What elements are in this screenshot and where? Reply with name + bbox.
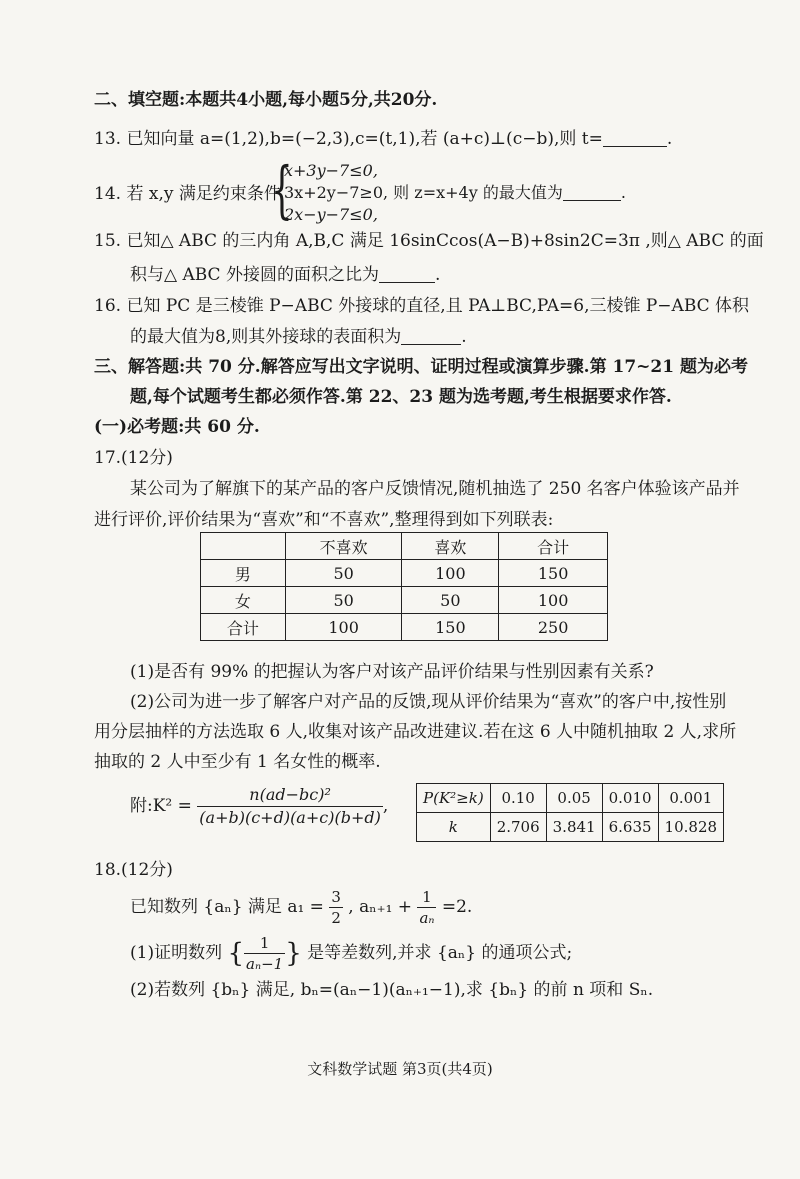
q14-end: . xyxy=(620,183,626,202)
q17-intro2: 进行评价,评价结果为“喜欢”和“不喜欢”,整理得到如下列联表: xyxy=(94,510,554,530)
q14-number: 14. xyxy=(94,184,122,204)
table-cell: 50 xyxy=(402,587,499,614)
table-cell: 0.05 xyxy=(546,784,602,813)
a1-numerator: 3 xyxy=(331,888,341,906)
table-cell: P(K²≥k) xyxy=(417,784,491,813)
table-cell: k xyxy=(417,813,491,842)
q15-end: . xyxy=(434,265,441,285)
q18-given-mid: , aₙ₊₁ + xyxy=(348,897,413,917)
q14-ineq1: x+3y−7≤0, xyxy=(284,161,378,180)
a1-fraction xyxy=(329,887,343,928)
table-row xyxy=(201,614,608,641)
table-header-cell: 合计 xyxy=(499,533,608,560)
q13-answer-blank xyxy=(603,128,667,147)
table-cell: 100 xyxy=(499,587,608,614)
recip-denominator: aₙ xyxy=(419,909,435,927)
q18-part1 xyxy=(130,933,572,974)
q17-intro1: 某公司为了解旗下的某产品的客户反馈情况,随机抽选了 250 名客户体验该产品并 xyxy=(130,479,740,499)
table-cell: 0.10 xyxy=(490,784,546,813)
table-cell: 6.635 xyxy=(602,813,658,842)
sequence-fraction xyxy=(244,933,285,974)
q13-text: 已知向量 a=(1,2),b=(−2,3),c=(t,1),若 (a+c)⊥(c−b),则 t= xyxy=(126,129,603,149)
q18-given-pre: 已知数列 {aₙ} 满足 a₁ = xyxy=(130,897,324,917)
formula-fraction xyxy=(197,784,383,829)
section2-heading: 二、填空题:本题共4小题,每小题5分,共20分. xyxy=(94,90,438,110)
q18-part2: (2)若数列 {bₙ} 满足, bₙ=(aₙ−1)(aₙ₊₁−1),求 {bₙ} 的前 n 项和 Sₙ. xyxy=(130,980,654,1000)
table-row xyxy=(201,560,608,587)
table-cell: 150 xyxy=(402,614,499,641)
q14-lead xyxy=(94,182,281,206)
table-cell: 100 xyxy=(285,614,402,641)
table-cell: 0.010 xyxy=(602,784,658,813)
q16-end: . xyxy=(461,327,467,347)
section3-line1: 三、解答题:共 70 分.解答应写出文字说明、证明过程或演算步骤.第 17~21 题为必考 xyxy=(94,357,749,377)
q14-ineq2-text: 3x+2y−7≥0, 则 z=x+4y 的最大值为 xyxy=(284,183,563,202)
q16-text1: 已知 PC 是三棱锥 P−ABC 外接球的直径,且 PA⊥BC,PA=6,三棱锥 P−ABC 体积 xyxy=(126,296,750,316)
q14-pre: 若 x,y 满足约束条件 xyxy=(126,184,281,204)
sequence-denominator: aₙ−1 xyxy=(246,955,284,973)
table-cell: 0.001 xyxy=(658,784,724,813)
table-cell: 3.841 xyxy=(546,813,602,842)
q15-text1: 已知△ ABC 的三内角 A,B,C 满足 16sinCcos(A−B)+8sin2C=3π ,则△ ABC 的面 xyxy=(126,231,764,251)
formula-label: 附:K² = xyxy=(130,796,192,816)
table-cell: 250 xyxy=(499,614,608,641)
q16-line2 xyxy=(130,325,467,349)
recip-numerator: 1 xyxy=(422,888,432,906)
table-cell: 男 xyxy=(201,560,286,587)
right-brace: } xyxy=(285,938,302,969)
q16-number: 16. xyxy=(94,296,122,316)
formula-numerator: n(ad−bc)² xyxy=(249,785,331,804)
q14-ineq3: 2x−y−7≤0, xyxy=(284,205,378,224)
formula-end: , xyxy=(382,796,389,816)
q15-number: 15. xyxy=(94,231,122,251)
q16-answer-blank xyxy=(401,326,461,345)
q13-number: 13. xyxy=(94,129,122,149)
q17-number: 17.(12分) xyxy=(94,448,173,468)
formula-denominator: (a+b)(c+d)(a+c)(b+d) xyxy=(199,808,381,827)
q18-part1-pre: (1)证明数列 xyxy=(130,943,223,963)
table-header-row xyxy=(201,533,608,560)
q16-text2: 的最大值为8,则其外接球的表面积为 xyxy=(130,327,402,347)
q15-text2: 积与△ ABC 外接圆的面积之比为 xyxy=(130,265,379,285)
table-cell: 2.706 xyxy=(490,813,546,842)
left-brace: { xyxy=(227,938,245,969)
q18-part1-post: 是等差数列,并求 {aₙ} 的通项公式; xyxy=(307,943,573,963)
a1-denominator: 2 xyxy=(331,909,341,927)
critical-value-table xyxy=(416,783,724,842)
table-cell: 100 xyxy=(402,560,499,587)
table-cell: 50 xyxy=(285,560,402,587)
q13-end: . xyxy=(666,129,673,149)
recip-fraction xyxy=(417,887,436,928)
q15-answer-blank xyxy=(379,264,435,283)
table-row xyxy=(201,587,608,614)
section3-sub: (一)必考题:共 60 分. xyxy=(94,417,260,437)
q15-line2 xyxy=(130,263,440,287)
q18-given xyxy=(130,887,472,928)
q14-ineq2 xyxy=(284,182,626,204)
system-brace: { xyxy=(271,153,293,226)
q14 xyxy=(94,153,654,226)
section3-line2: 题,每个试题考生都必须作答.第 22、23 题为选考题,考生根据要求作答. xyxy=(130,387,672,407)
table-cell: 150 xyxy=(499,560,608,587)
table-header-cell: 不喜欢 xyxy=(285,533,402,560)
q14-answer-blank xyxy=(563,182,621,201)
q18-given-end: =2. xyxy=(441,897,473,917)
q17-part2-line3: 抽取的 2 人中至少有 1 名女性的概率. xyxy=(94,752,381,772)
q17-part2-line2: 用分层抽样的方法选取 6 人,收集对该产品改进建议.若在这 6 人中随机抽取 2 人,求所 xyxy=(94,722,737,742)
table-cell: 50 xyxy=(285,587,402,614)
table-row xyxy=(417,813,724,842)
sequence-numerator: 1 xyxy=(259,934,270,952)
table-cell: 合计 xyxy=(201,614,286,641)
table-cell: 女 xyxy=(201,587,286,614)
q13 xyxy=(94,127,672,151)
q16-line1 xyxy=(94,294,749,318)
q17-part2-line1: (2)公司为进一步了解客户对产品的反馈,现从评价结果为“喜欢”的客户中,按性别 xyxy=(130,692,727,712)
table-header-cell xyxy=(201,533,286,560)
chi-square-formula xyxy=(130,784,388,829)
q15-line1 xyxy=(94,229,764,253)
q18-number: 18.(12分) xyxy=(94,860,173,880)
table-header-cell: 喜欢 xyxy=(402,533,499,560)
q17-part1: (1)是否有 99% 的把握认为客户对该产品评价结果与性别因素有关系? xyxy=(130,662,654,682)
table-row xyxy=(417,784,724,813)
table-cell: 10.828 xyxy=(658,813,724,842)
page-footer: 文科数学试题 第3页(共4页) xyxy=(307,1060,493,1078)
contingency-table xyxy=(200,532,608,641)
